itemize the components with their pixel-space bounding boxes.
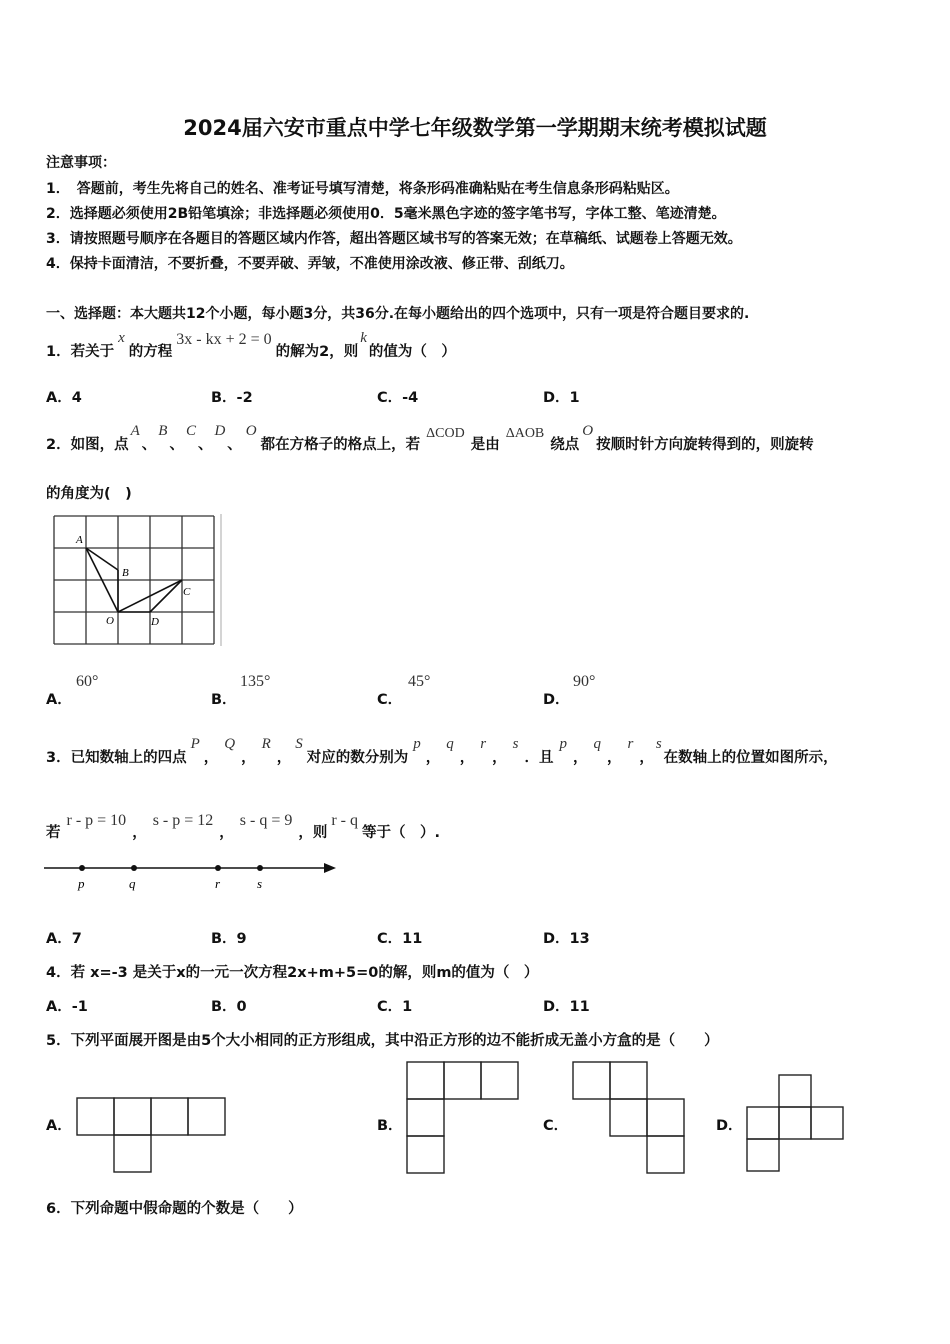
- q3-val-s-2: s: [655, 736, 662, 752]
- q3-text-4: 在数轴上的位置如图所示，: [663, 750, 838, 766]
- axis-label-s: s: [257, 876, 263, 891]
- q3-point-p: P: [190, 736, 200, 752]
- q2-point-o: O: [245, 423, 257, 439]
- q3-cond-1: r - p = 10: [66, 812, 127, 829]
- q2-point-b: B: [158, 423, 168, 439]
- notice-heading: 注意事项：: [46, 155, 116, 171]
- notice-item-4: 4．保持卡面清洁，不要折叠，不要弄破、弄皱，不准使用涂改液、修正带、刮纸刀。: [46, 256, 574, 272]
- notice-item-2: 2．选择题必须使用2B铅笔填涂；非选择题必须使用0．5毫米黑色字迹的签字笔书写，字体工整、笔迹清楚。: [46, 206, 726, 222]
- q3-expr: r - q: [331, 812, 358, 829]
- q3-val-q: q: [446, 736, 454, 752]
- fig-label-c: C: [183, 586, 191, 598]
- q2-point-c: C: [185, 423, 196, 439]
- q3-condition-line: 若r - p = 10，s - p = 12，s - q = 9，则r - q等于（ ）.: [46, 812, 441, 841]
- q5-option-d-label[interactable]: D．: [716, 1118, 743, 1134]
- q2-point-a: A: [130, 423, 140, 439]
- q2-text-4: 绕点: [550, 437, 580, 453]
- axis-label-p: p: [78, 876, 85, 891]
- q2-text-6: 的角度为( ): [46, 486, 132, 502]
- q3-text-3: ．且: [524, 750, 554, 766]
- q3-val-q-2: q: [593, 736, 601, 752]
- q5-net-b: [406, 1061, 522, 1175]
- axis-point-q: [131, 865, 137, 871]
- q5-net-d: [746, 1074, 848, 1174]
- q3-option-d[interactable]: D．13: [543, 931, 590, 947]
- question-1: [46, 330, 456, 361]
- question-5: 5．下列平面展开图是由5个大小相同的正方形组成，其中沿正方形的边不能折成无盖小方盒的是（ ）: [46, 1033, 719, 1049]
- axis-arrow-icon: [324, 863, 336, 873]
- question-6: 6．下列命题中假命题的个数是（ ）: [46, 1201, 303, 1217]
- fig-label-b: B: [122, 567, 129, 579]
- section-heading: 一、选择题：本大题共12个小题，每小题3分，共36分.在每小题给出的四个选项中，只有一项是符合题目要求的.: [46, 306, 750, 322]
- q5-option-b-label[interactable]: B．: [377, 1118, 403, 1134]
- question-2: [46, 423, 814, 454]
- q1-text-1: 1．若关于: [46, 344, 115, 360]
- axis-point-p: [79, 865, 85, 871]
- q3-point-q: Q: [224, 736, 236, 752]
- q2-option-c-label[interactable]: C．: [377, 692, 403, 708]
- q2-text-5: 按顺时针方向旋转得到的，则旋转: [596, 437, 814, 453]
- question-3: 3．已知数轴上的四点P，Q，R，S对应的数分别为p，q，r，s．且p，q，r，s在数轴上的位置如图所示，: [46, 736, 838, 766]
- axis-point-r: [215, 865, 221, 871]
- q3-text-1: 3．已知数轴上的四点: [46, 750, 187, 766]
- fig-label-o: O: [106, 615, 114, 627]
- q1-option-d[interactable]: D．1: [543, 390, 580, 406]
- q3-option-c[interactable]: C．11: [377, 931, 423, 947]
- q2-center-o: O: [582, 423, 594, 439]
- page-title: 2024届六安市重点中学七年级数学第一学期期末统考模拟试题: [183, 116, 767, 140]
- q2-option-d-label[interactable]: D．: [543, 692, 570, 708]
- q2-option-b-label[interactable]: B．: [211, 692, 237, 708]
- q2-triangle-aob: ΔAOB: [505, 426, 545, 441]
- q3-val-p: p: [413, 736, 421, 752]
- q4-option-a[interactable]: A．-1: [46, 999, 88, 1015]
- q1-equation: 3x - kx + 2 = 0: [176, 331, 272, 348]
- q2-sep: 、: [227, 437, 242, 453]
- fig-label-d: D: [151, 616, 159, 628]
- q3-val-s: s: [512, 736, 519, 752]
- q3-val-r-2: r: [627, 736, 634, 752]
- q4-option-d[interactable]: D．11: [543, 999, 590, 1015]
- q1-option-b[interactable]: B．-2: [211, 390, 253, 406]
- axis-label-q: q: [129, 876, 136, 891]
- q3-text-5: 若: [46, 825, 61, 841]
- q1-text-3: 的解为2，则: [275, 344, 359, 360]
- q2-option-a-label[interactable]: A．: [46, 692, 72, 708]
- q1-text-2: 的方程: [128, 344, 173, 360]
- q2-sep: 、: [169, 437, 184, 453]
- q4-option-b[interactable]: B．0: [211, 999, 247, 1015]
- q1-option-c[interactable]: C．-4: [377, 390, 419, 406]
- q3-text-7: 等于（ ）.: [362, 825, 441, 841]
- q1-option-a[interactable]: A．4: [46, 390, 82, 406]
- q2-option-d-value: 90°: [573, 673, 596, 690]
- q3-val-r: r: [480, 736, 487, 752]
- q3-cond-2: s - p = 12: [152, 812, 214, 829]
- q2-sep: 、: [141, 437, 157, 453]
- axis-label-r: r: [215, 876, 221, 891]
- q3-text-2: 对应的数分别为: [306, 750, 409, 766]
- q2-text-2: 都在方格子的格点上，若: [260, 437, 421, 453]
- q2-grid-figure: [50, 512, 225, 650]
- q3-point-s: S: [295, 736, 303, 752]
- axis-point-s: [257, 865, 263, 871]
- q2-text-3: 是由: [470, 437, 500, 453]
- q2-sep: 、: [197, 437, 213, 453]
- q3-point-r: R: [261, 736, 271, 752]
- q5-net-c: [572, 1061, 688, 1175]
- q2-triangle-cod: ΔCOD: [426, 426, 465, 441]
- question-4: 4．若 x=-3 是关于x的一元一次方程2x+m+5=0的解，则m的值为（ ）: [46, 965, 539, 981]
- q5-option-a-label[interactable]: A．: [46, 1118, 72, 1134]
- notice-item-3: 3．请按照题号顺序在各题目的答题区域内作答，超出答题区域书写的答案无效；在草稿纸、试题卷上答题无效。: [46, 231, 742, 247]
- q5-option-c-label[interactable]: C．: [543, 1118, 569, 1134]
- q3-val-p-2: p: [559, 736, 567, 752]
- q3-text-6: ，则: [298, 825, 328, 841]
- q1-var-x: x: [118, 330, 125, 346]
- q2-text-1: 2．如图，点: [46, 437, 129, 453]
- q2-option-c-value: 45°: [408, 673, 431, 690]
- q5-net-a: [76, 1097, 228, 1175]
- q1-text-4: 的值为（ ）: [368, 344, 456, 360]
- q2-point-d: D: [214, 423, 226, 439]
- fig-label-a: A: [76, 534, 83, 546]
- q3-option-a[interactable]: A．7: [46, 931, 82, 947]
- q4-option-c[interactable]: C．1: [377, 999, 413, 1015]
- notice-item-1: 1． 答题前，考生先将自己的姓名、准考证号填写清楚，将条形码准确粘贴在考生信息条形码粘贴区。: [46, 181, 679, 197]
- q3-option-b[interactable]: B．9: [211, 931, 247, 947]
- q2-option-b-value: 135°: [240, 673, 271, 690]
- q3-number-line: [44, 855, 344, 895]
- q1-var-k: k: [360, 330, 367, 346]
- q2-option-a-value: 60°: [76, 673, 99, 690]
- q3-cond-3: s - q = 9: [239, 812, 293, 829]
